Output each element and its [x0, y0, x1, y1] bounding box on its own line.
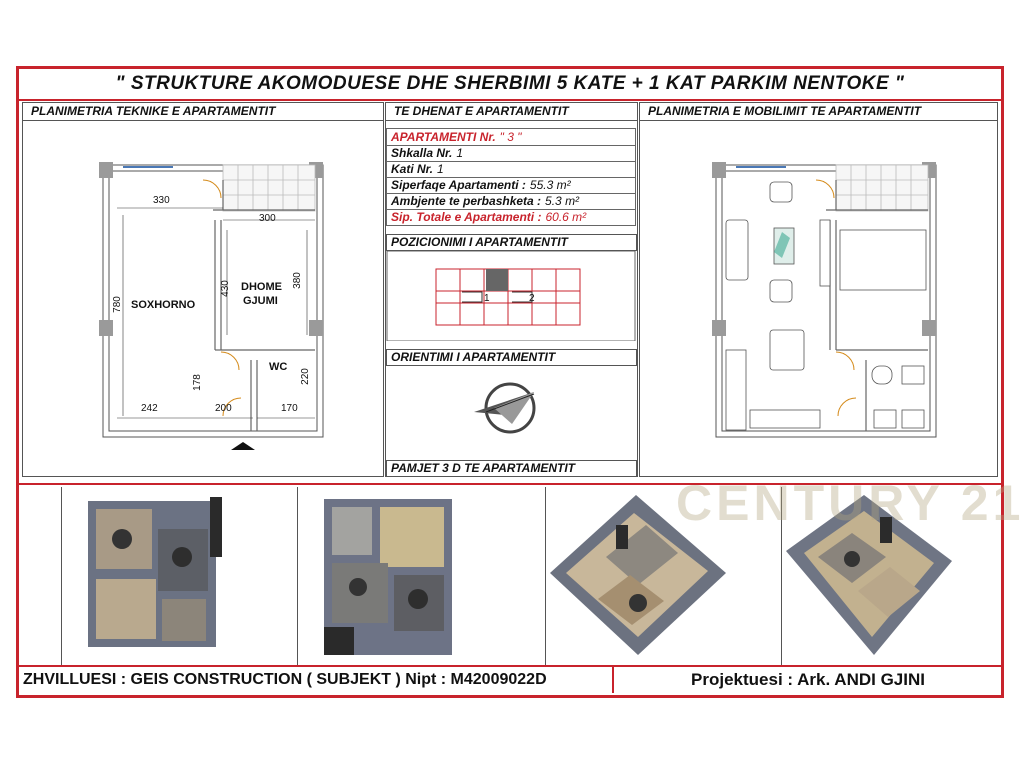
apartment-data-panel — [385, 102, 638, 477]
apartment-data-heading: TE DHENAT E APARTAMENTIT — [386, 103, 637, 121]
room-label-living: SOXHORNO — [131, 299, 196, 311]
room-label-bedroom-1: DHOME — [241, 281, 282, 293]
dim-200: 200 — [215, 403, 232, 414]
dim-300: 300 — [259, 213, 276, 224]
info-row-total: Sip. Totale e Apartamenti : 60.6 m² — [391, 210, 587, 224]
apartment-info-table — [386, 128, 636, 226]
position-label-2: 2 — [529, 293, 535, 304]
render-top-view-1 — [61, 487, 244, 667]
room-label-wc: WC — [269, 361, 288, 373]
furnished-plan-panel — [639, 102, 998, 477]
compass-icon — [386, 366, 636, 458]
designer-info: Projektuesi : Ark. ANDI GJINI — [691, 670, 925, 689]
sheet-title: " STRUKTURE AKOMODUESE DHE SHERBIMI 5 KATE + 1 KAT PARKIM NENTOKE " — [19, 69, 1001, 101]
info-row-stair: Shkalla Nr. 1 — [387, 145, 635, 162]
century21-watermark: CENTURY 21 — [676, 475, 1024, 531]
dim-178: 178 — [191, 374, 203, 391]
dim-242: 242 — [141, 403, 158, 414]
dim-430: 430 — [219, 280, 231, 297]
views-3d-heading: PAMJET 3 D TE APARTAMENTIT — [386, 460, 637, 477]
position-label-1: 1 — [484, 293, 490, 304]
render-top-view-2 — [297, 487, 482, 667]
room-label-bedroom-2: GJUMI — [243, 295, 278, 307]
dim-380: 380 — [291, 272, 303, 289]
dim-330: 330 — [153, 195, 170, 206]
info-row-floor: Kati Nr. 1 — [387, 161, 635, 178]
technical-plan-panel — [22, 102, 384, 477]
footer-divider — [612, 667, 614, 693]
position-heading: POZICIONIMI I APARTAMENTIT — [386, 234, 637, 251]
dim-170: 170 — [281, 403, 298, 414]
info-row-apartment: APARTAMENTI Nr. " 3 " — [387, 129, 635, 146]
orientation-heading: ORIENTIMI I APARTAMENTIT — [386, 349, 637, 366]
developer-info: ZHVILLUESI : GEIS CONSTRUCTION ( SUBJEKT ) Nipt : M42009022D — [23, 671, 547, 688]
technical-plan-heading: PLANIMETRIA TEKNIKE E APARTAMENTIT — [23, 103, 383, 121]
info-row-common: Ambjente te perbashketa : 5.3 m² — [387, 193, 635, 210]
plan-sheet — [16, 66, 1004, 698]
dim-780: 780 — [111, 296, 123, 313]
dim-220: 220 — [299, 368, 311, 385]
sheet-footer — [19, 665, 1001, 695]
technical-floor-plan — [23, 120, 383, 476]
furnished-plan-heading: PLANIMETRIA E MOBILIMIT TE APARTAMENTIT — [640, 103, 997, 121]
info-row-area: Siperfaqe Apartamenti : 55.3 m² — [387, 177, 635, 194]
position-diagram — [386, 251, 636, 341]
furnished-floor-plan — [640, 120, 996, 476]
